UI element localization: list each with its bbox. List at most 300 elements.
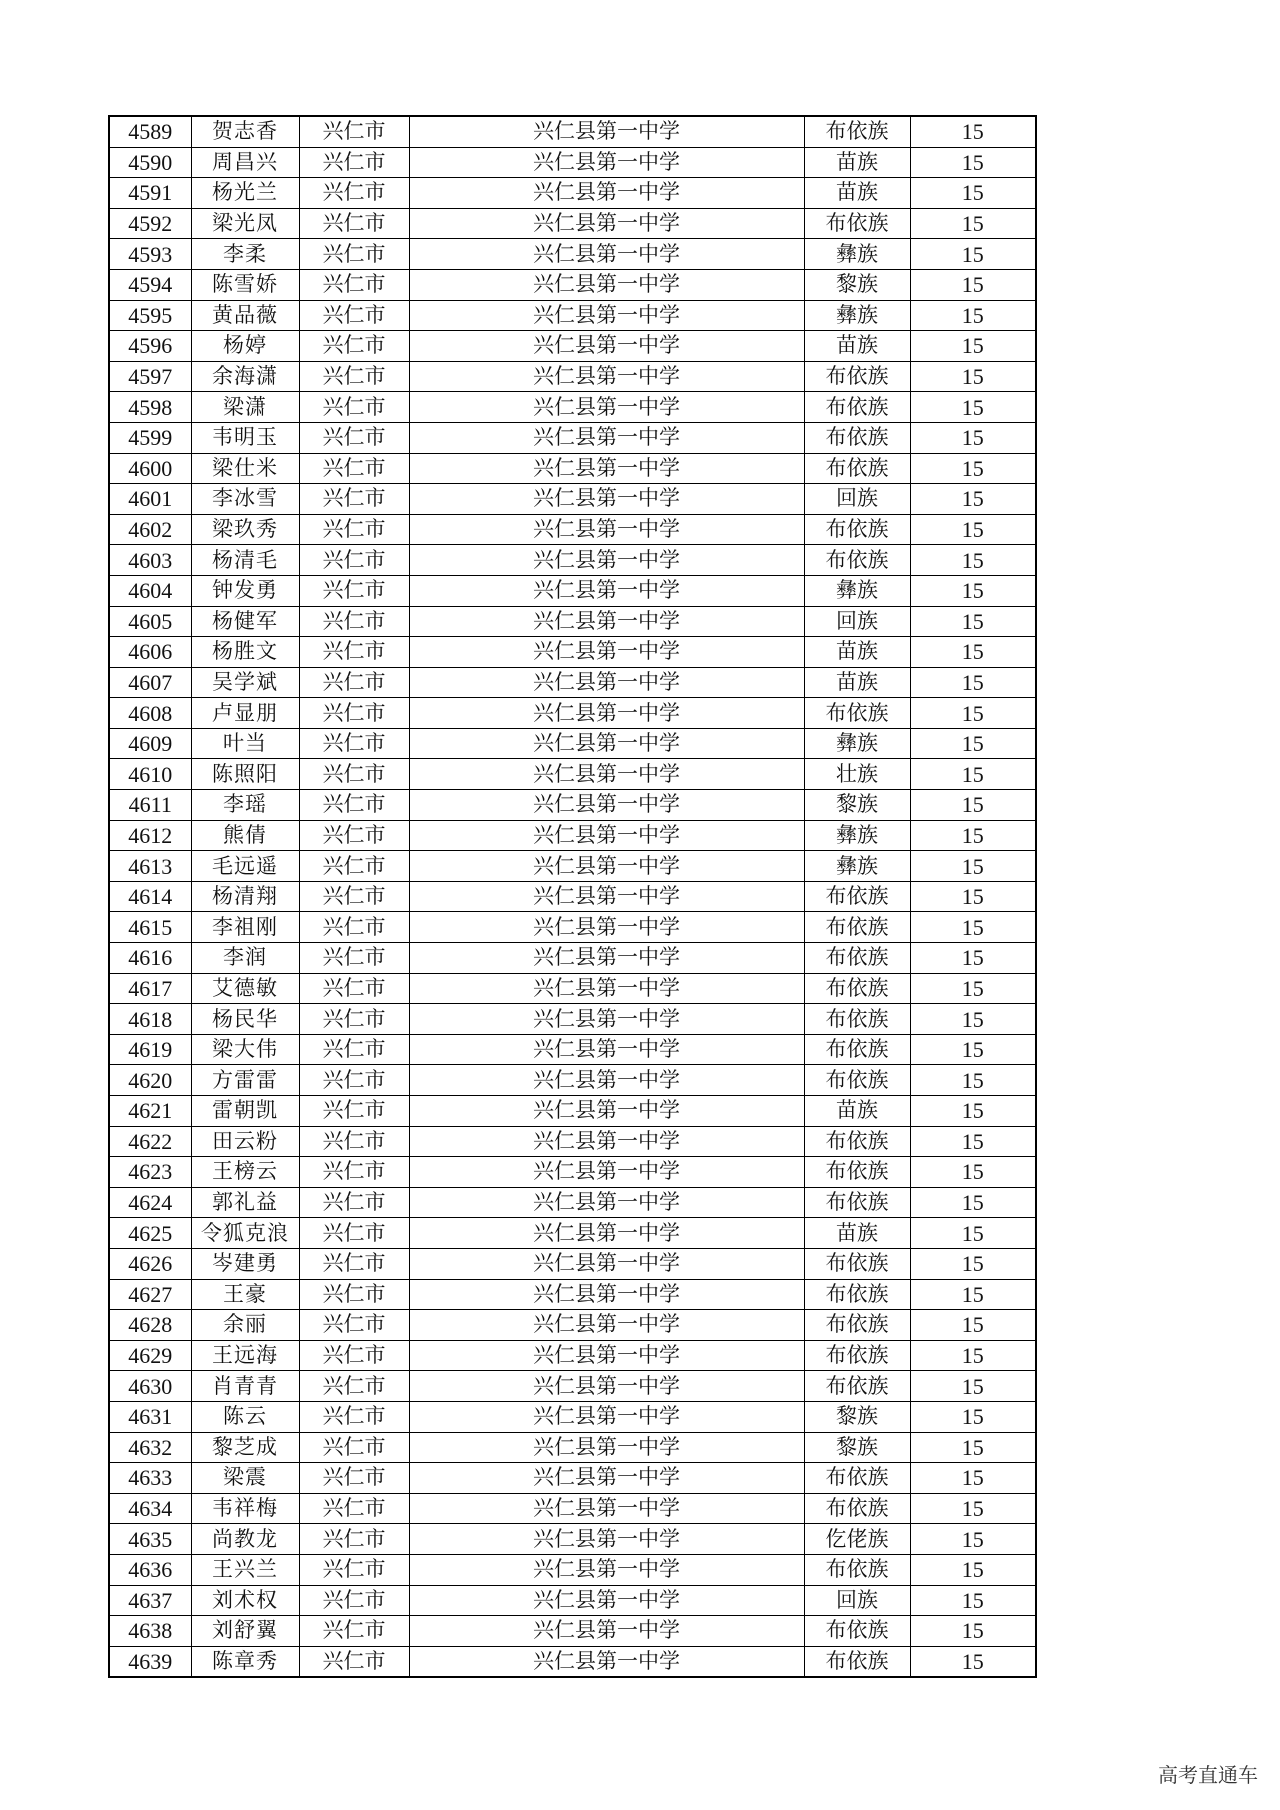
id-cell: 4611 (109, 790, 191, 821)
name-cell: 黄品薇 (191, 300, 299, 331)
table-row (109, 1218, 1036, 1249)
id-cell: 4616 (109, 943, 191, 974)
name-cell: 余丽 (191, 1310, 299, 1341)
city-cell: 兴仁市 (299, 606, 409, 637)
ethnicity-cell: 布依族 (804, 422, 910, 453)
score-cell: 15 (910, 208, 1036, 239)
ethnicity-cell: 布依族 (804, 1554, 910, 1585)
table-row (109, 1493, 1036, 1524)
name-cell: 李祖刚 (191, 912, 299, 943)
city-cell: 兴仁市 (299, 300, 409, 331)
ethnicity-cell: 布依族 (804, 1248, 910, 1279)
name-cell: 李瑶 (191, 790, 299, 821)
table-row (109, 1554, 1036, 1585)
score-cell: 15 (910, 1004, 1036, 1035)
school-cell: 兴仁县第一中学 (409, 116, 804, 147)
ethnicity-cell: 布依族 (804, 116, 910, 147)
table-row (109, 1279, 1036, 1310)
name-cell: 令狐克浪 (191, 1218, 299, 1249)
ethnicity-cell: 黎族 (804, 1401, 910, 1432)
ethnicity-cell: 布依族 (804, 912, 910, 943)
ethnicity-cell: 彝族 (804, 820, 910, 851)
id-cell: 4609 (109, 728, 191, 759)
name-cell: 钟发勇 (191, 575, 299, 606)
table-row (109, 545, 1036, 576)
ethnicity-cell: 仡佬族 (804, 1524, 910, 1555)
name-cell: 毛远遥 (191, 851, 299, 882)
school-cell: 兴仁县第一中学 (409, 912, 804, 943)
school-cell: 兴仁县第一中学 (409, 1126, 804, 1157)
score-cell: 15 (910, 1371, 1036, 1402)
score-cell: 15 (910, 1493, 1036, 1524)
score-cell: 15 (910, 1432, 1036, 1463)
school-cell: 兴仁县第一中学 (409, 269, 804, 300)
score-cell: 15 (910, 851, 1036, 882)
name-cell: 王豪 (191, 1279, 299, 1310)
id-cell: 4599 (109, 422, 191, 453)
ethnicity-cell: 布依族 (804, 514, 910, 545)
city-cell: 兴仁市 (299, 361, 409, 392)
ethnicity-cell: 回族 (804, 484, 910, 515)
ethnicity-cell: 苗族 (804, 1096, 910, 1127)
ethnicity-cell: 黎族 (804, 790, 910, 821)
city-cell: 兴仁市 (299, 759, 409, 790)
table-row (109, 208, 1036, 239)
score-cell: 15 (910, 1187, 1036, 1218)
ethnicity-cell: 苗族 (804, 637, 910, 668)
name-cell: 王榜云 (191, 1157, 299, 1188)
id-cell: 4607 (109, 667, 191, 698)
ethnicity-cell: 苗族 (804, 178, 910, 209)
city-cell: 兴仁市 (299, 392, 409, 423)
id-cell: 4608 (109, 698, 191, 729)
city-cell: 兴仁市 (299, 208, 409, 239)
name-cell: 陈照阳 (191, 759, 299, 790)
table-row (109, 606, 1036, 637)
name-cell: 梁潇 (191, 392, 299, 423)
school-cell: 兴仁县第一中学 (409, 1340, 804, 1371)
name-cell: 杨胜文 (191, 637, 299, 668)
city-cell: 兴仁市 (299, 1493, 409, 1524)
table-row (109, 361, 1036, 392)
score-cell: 15 (910, 1310, 1036, 1341)
school-cell: 兴仁县第一中学 (409, 147, 804, 178)
school-cell: 兴仁县第一中学 (409, 881, 804, 912)
school-cell: 兴仁县第一中学 (409, 1371, 804, 1402)
score-cell: 15 (910, 116, 1036, 147)
table-row (109, 300, 1036, 331)
id-cell: 4624 (109, 1187, 191, 1218)
id-cell: 4596 (109, 331, 191, 362)
school-cell: 兴仁县第一中学 (409, 1157, 804, 1188)
table-row (109, 1310, 1036, 1341)
school-cell: 兴仁县第一中学 (409, 943, 804, 974)
table-row (109, 728, 1036, 759)
city-cell: 兴仁市 (299, 1187, 409, 1218)
table-row (109, 1616, 1036, 1647)
name-cell: 陈章秀 (191, 1646, 299, 1677)
table-row (109, 116, 1036, 147)
ethnicity-cell: 彝族 (804, 728, 910, 759)
score-cell: 15 (910, 1585, 1036, 1616)
score-cell: 15 (910, 1463, 1036, 1494)
score-cell: 15 (910, 575, 1036, 606)
name-cell: 李冰雪 (191, 484, 299, 515)
city-cell: 兴仁市 (299, 545, 409, 576)
table-row (109, 851, 1036, 882)
school-cell: 兴仁县第一中学 (409, 1004, 804, 1035)
id-cell: 4623 (109, 1157, 191, 1188)
name-cell: 陈雪娇 (191, 269, 299, 300)
name-cell: 梁大伟 (191, 1034, 299, 1065)
score-cell: 15 (910, 637, 1036, 668)
ethnicity-cell: 布依族 (804, 1157, 910, 1188)
name-cell: 岑建勇 (191, 1248, 299, 1279)
score-cell: 15 (910, 790, 1036, 821)
table-row (109, 1004, 1036, 1035)
name-cell: 梁玖秀 (191, 514, 299, 545)
score-cell: 15 (910, 545, 1036, 576)
id-cell: 4594 (109, 269, 191, 300)
id-cell: 4602 (109, 514, 191, 545)
score-cell: 15 (910, 269, 1036, 300)
table-row (109, 943, 1036, 974)
school-cell: 兴仁县第一中学 (409, 1493, 804, 1524)
city-cell: 兴仁市 (299, 1371, 409, 1402)
city-cell: 兴仁市 (299, 1157, 409, 1188)
name-cell: 梁仕米 (191, 453, 299, 484)
name-cell: 刘术权 (191, 1585, 299, 1616)
school-cell: 兴仁县第一中学 (409, 1646, 804, 1677)
ethnicity-cell: 布依族 (804, 1493, 910, 1524)
city-cell: 兴仁市 (299, 912, 409, 943)
score-cell: 15 (910, 453, 1036, 484)
table-row (109, 1065, 1036, 1096)
score-cell: 15 (910, 1524, 1036, 1555)
ethnicity-cell: 彝族 (804, 300, 910, 331)
ethnicity-cell: 布依族 (804, 1034, 910, 1065)
id-cell: 4638 (109, 1616, 191, 1647)
city-cell: 兴仁市 (299, 790, 409, 821)
ethnicity-cell: 黎族 (804, 269, 910, 300)
id-cell: 4639 (109, 1646, 191, 1677)
ethnicity-cell: 彝族 (804, 239, 910, 270)
ethnicity-cell: 布依族 (804, 1004, 910, 1035)
school-cell: 兴仁县第一中学 (409, 1585, 804, 1616)
name-cell: 梁光凤 (191, 208, 299, 239)
school-cell: 兴仁县第一中学 (409, 1310, 804, 1341)
ethnicity-cell: 黎族 (804, 1432, 910, 1463)
school-cell: 兴仁县第一中学 (409, 484, 804, 515)
ethnicity-cell: 布依族 (804, 1310, 910, 1341)
city-cell: 兴仁市 (299, 1310, 409, 1341)
score-cell: 15 (910, 820, 1036, 851)
score-cell: 15 (910, 1065, 1036, 1096)
table-row (109, 790, 1036, 821)
city-cell: 兴仁市 (299, 1004, 409, 1035)
school-cell: 兴仁县第一中学 (409, 637, 804, 668)
table-row (109, 759, 1036, 790)
id-cell: 4613 (109, 851, 191, 882)
city-cell: 兴仁市 (299, 1126, 409, 1157)
city-cell: 兴仁市 (299, 484, 409, 515)
table-row (109, 269, 1036, 300)
name-cell: 卢显朋 (191, 698, 299, 729)
city-cell: 兴仁市 (299, 514, 409, 545)
name-cell: 王兴兰 (191, 1554, 299, 1585)
city-cell: 兴仁市 (299, 239, 409, 270)
score-cell: 15 (910, 912, 1036, 943)
name-cell: 杨清毛 (191, 545, 299, 576)
name-cell: 李柔 (191, 239, 299, 270)
school-cell: 兴仁县第一中学 (409, 759, 804, 790)
id-cell: 4600 (109, 453, 191, 484)
id-cell: 4603 (109, 545, 191, 576)
city-cell: 兴仁市 (299, 1432, 409, 1463)
name-cell: 郭礼益 (191, 1187, 299, 1218)
city-cell: 兴仁市 (299, 1524, 409, 1555)
ethnicity-cell: 布依族 (804, 698, 910, 729)
ethnicity-cell: 布依族 (804, 1065, 910, 1096)
school-cell: 兴仁县第一中学 (409, 1096, 804, 1127)
table-row (109, 514, 1036, 545)
city-cell: 兴仁市 (299, 1616, 409, 1647)
name-cell: 陈云 (191, 1401, 299, 1432)
school-cell: 兴仁县第一中学 (409, 973, 804, 1004)
id-cell: 4606 (109, 637, 191, 668)
name-cell: 李润 (191, 943, 299, 974)
id-cell: 4592 (109, 208, 191, 239)
school-cell: 兴仁县第一中学 (409, 1554, 804, 1585)
table-row (109, 1646, 1036, 1677)
table-row (109, 973, 1036, 1004)
school-cell: 兴仁县第一中学 (409, 331, 804, 362)
table-row (109, 1157, 1036, 1188)
ethnicity-cell: 回族 (804, 1585, 910, 1616)
city-cell: 兴仁市 (299, 422, 409, 453)
table-row (109, 575, 1036, 606)
id-cell: 4614 (109, 881, 191, 912)
name-cell: 艾德敏 (191, 973, 299, 1004)
table-row (109, 331, 1036, 362)
school-cell: 兴仁县第一中学 (409, 1218, 804, 1249)
city-cell: 兴仁市 (299, 973, 409, 1004)
id-cell: 4610 (109, 759, 191, 790)
school-cell: 兴仁县第一中学 (409, 545, 804, 576)
id-cell: 4612 (109, 820, 191, 851)
city-cell: 兴仁市 (299, 881, 409, 912)
table-row (109, 178, 1036, 209)
score-cell: 15 (910, 514, 1036, 545)
ethnicity-cell: 布依族 (804, 208, 910, 239)
name-cell: 田云粉 (191, 1126, 299, 1157)
school-cell: 兴仁县第一中学 (409, 820, 804, 851)
city-cell: 兴仁市 (299, 575, 409, 606)
ethnicity-cell: 壮族 (804, 759, 910, 790)
score-cell: 15 (910, 147, 1036, 178)
table-row (109, 637, 1036, 668)
ethnicity-cell: 布依族 (804, 361, 910, 392)
table-row (109, 1463, 1036, 1494)
city-cell: 兴仁市 (299, 1401, 409, 1432)
ethnicity-cell: 布依族 (804, 392, 910, 423)
school-cell: 兴仁县第一中学 (409, 208, 804, 239)
city-cell: 兴仁市 (299, 698, 409, 729)
score-cell: 15 (910, 667, 1036, 698)
score-cell: 15 (910, 300, 1036, 331)
id-cell: 4601 (109, 484, 191, 515)
city-cell: 兴仁市 (299, 820, 409, 851)
city-cell: 兴仁市 (299, 943, 409, 974)
id-cell: 4590 (109, 147, 191, 178)
score-cell: 15 (910, 728, 1036, 759)
table-row (109, 1126, 1036, 1157)
city-cell: 兴仁市 (299, 637, 409, 668)
city-cell: 兴仁市 (299, 1340, 409, 1371)
name-cell: 韦祥梅 (191, 1493, 299, 1524)
score-cell: 15 (910, 1401, 1036, 1432)
id-cell: 4598 (109, 392, 191, 423)
id-cell: 4617 (109, 973, 191, 1004)
student-list-table (108, 115, 1037, 1678)
city-cell: 兴仁市 (299, 453, 409, 484)
score-cell: 15 (910, 178, 1036, 209)
ethnicity-cell: 布依族 (804, 943, 910, 974)
id-cell: 4595 (109, 300, 191, 331)
score-cell: 15 (910, 1034, 1036, 1065)
score-cell: 15 (910, 1218, 1036, 1249)
table-row (109, 698, 1036, 729)
id-cell: 4628 (109, 1310, 191, 1341)
ethnicity-cell: 布依族 (804, 1463, 910, 1494)
score-cell: 15 (910, 361, 1036, 392)
city-cell: 兴仁市 (299, 1554, 409, 1585)
city-cell: 兴仁市 (299, 1463, 409, 1494)
name-cell: 余海潇 (191, 361, 299, 392)
score-cell: 15 (910, 1157, 1036, 1188)
score-cell: 15 (910, 1616, 1036, 1647)
name-cell: 方雷雷 (191, 1065, 299, 1096)
school-cell: 兴仁县第一中学 (409, 790, 804, 821)
id-cell: 4620 (109, 1065, 191, 1096)
name-cell: 周昌兴 (191, 147, 299, 178)
city-cell: 兴仁市 (299, 1646, 409, 1677)
score-cell: 15 (910, 698, 1036, 729)
city-cell: 兴仁市 (299, 1585, 409, 1616)
city-cell: 兴仁市 (299, 116, 409, 147)
city-cell: 兴仁市 (299, 1248, 409, 1279)
name-cell: 熊倩 (191, 820, 299, 851)
ethnicity-cell: 布依族 (804, 1340, 910, 1371)
table-row (109, 147, 1036, 178)
name-cell: 杨民华 (191, 1004, 299, 1035)
name-cell: 雷朝凯 (191, 1096, 299, 1127)
id-cell: 4629 (109, 1340, 191, 1371)
school-cell: 兴仁县第一中学 (409, 728, 804, 759)
id-cell: 4627 (109, 1279, 191, 1310)
school-cell: 兴仁县第一中学 (409, 1279, 804, 1310)
city-cell: 兴仁市 (299, 147, 409, 178)
ethnicity-cell: 苗族 (804, 331, 910, 362)
name-cell: 杨婷 (191, 331, 299, 362)
score-cell: 15 (910, 1646, 1036, 1677)
city-cell: 兴仁市 (299, 667, 409, 698)
ethnicity-cell: 布依族 (804, 881, 910, 912)
score-cell: 15 (910, 943, 1036, 974)
school-cell: 兴仁县第一中学 (409, 1463, 804, 1494)
ethnicity-cell: 彝族 (804, 575, 910, 606)
score-cell: 15 (910, 1126, 1036, 1157)
id-cell: 4597 (109, 361, 191, 392)
school-cell: 兴仁县第一中学 (409, 392, 804, 423)
score-cell: 15 (910, 331, 1036, 362)
city-cell: 兴仁市 (299, 1096, 409, 1127)
ethnicity-cell: 苗族 (804, 667, 910, 698)
ethnicity-cell: 苗族 (804, 1218, 910, 1249)
school-cell: 兴仁县第一中学 (409, 1187, 804, 1218)
id-cell: 4631 (109, 1401, 191, 1432)
school-cell: 兴仁县第一中学 (409, 1432, 804, 1463)
id-cell: 4622 (109, 1126, 191, 1157)
name-cell: 肖青青 (191, 1371, 299, 1402)
ethnicity-cell: 苗族 (804, 147, 910, 178)
ethnicity-cell: 布依族 (804, 1279, 910, 1310)
id-cell: 4591 (109, 178, 191, 209)
table-row (109, 1432, 1036, 1463)
ethnicity-cell: 布依族 (804, 1126, 910, 1157)
name-cell: 黎芝成 (191, 1432, 299, 1463)
table-row (109, 392, 1036, 423)
table-row (109, 1034, 1036, 1065)
city-cell: 兴仁市 (299, 269, 409, 300)
ethnicity-cell: 布依族 (804, 973, 910, 1004)
school-cell: 兴仁县第一中学 (409, 1524, 804, 1555)
score-cell: 15 (910, 606, 1036, 637)
school-cell: 兴仁县第一中学 (409, 1034, 804, 1065)
score-cell: 15 (910, 1279, 1036, 1310)
score-cell: 15 (910, 973, 1036, 1004)
score-cell: 15 (910, 392, 1036, 423)
id-cell: 4633 (109, 1463, 191, 1494)
score-cell: 15 (910, 422, 1036, 453)
id-cell: 4621 (109, 1096, 191, 1127)
table-row (109, 820, 1036, 851)
school-cell: 兴仁县第一中学 (409, 300, 804, 331)
score-cell: 15 (910, 1248, 1036, 1279)
id-cell: 4593 (109, 239, 191, 270)
ethnicity-cell: 回族 (804, 606, 910, 637)
name-cell: 贺志香 (191, 116, 299, 147)
table-row (109, 667, 1036, 698)
table-row (109, 453, 1036, 484)
school-cell: 兴仁县第一中学 (409, 514, 804, 545)
city-cell: 兴仁市 (299, 1279, 409, 1310)
id-cell: 4635 (109, 1524, 191, 1555)
school-cell: 兴仁县第一中学 (409, 606, 804, 637)
name-cell: 叶当 (191, 728, 299, 759)
id-cell: 4626 (109, 1248, 191, 1279)
id-cell: 4618 (109, 1004, 191, 1035)
table-row (109, 1248, 1036, 1279)
name-cell: 王远海 (191, 1340, 299, 1371)
name-cell: 杨光兰 (191, 178, 299, 209)
table-row (109, 422, 1036, 453)
school-cell: 兴仁县第一中学 (409, 1065, 804, 1096)
table-row (109, 1096, 1036, 1127)
ethnicity-cell: 布依族 (804, 1371, 910, 1402)
school-cell: 兴仁县第一中学 (409, 178, 804, 209)
name-cell: 韦明玉 (191, 422, 299, 453)
